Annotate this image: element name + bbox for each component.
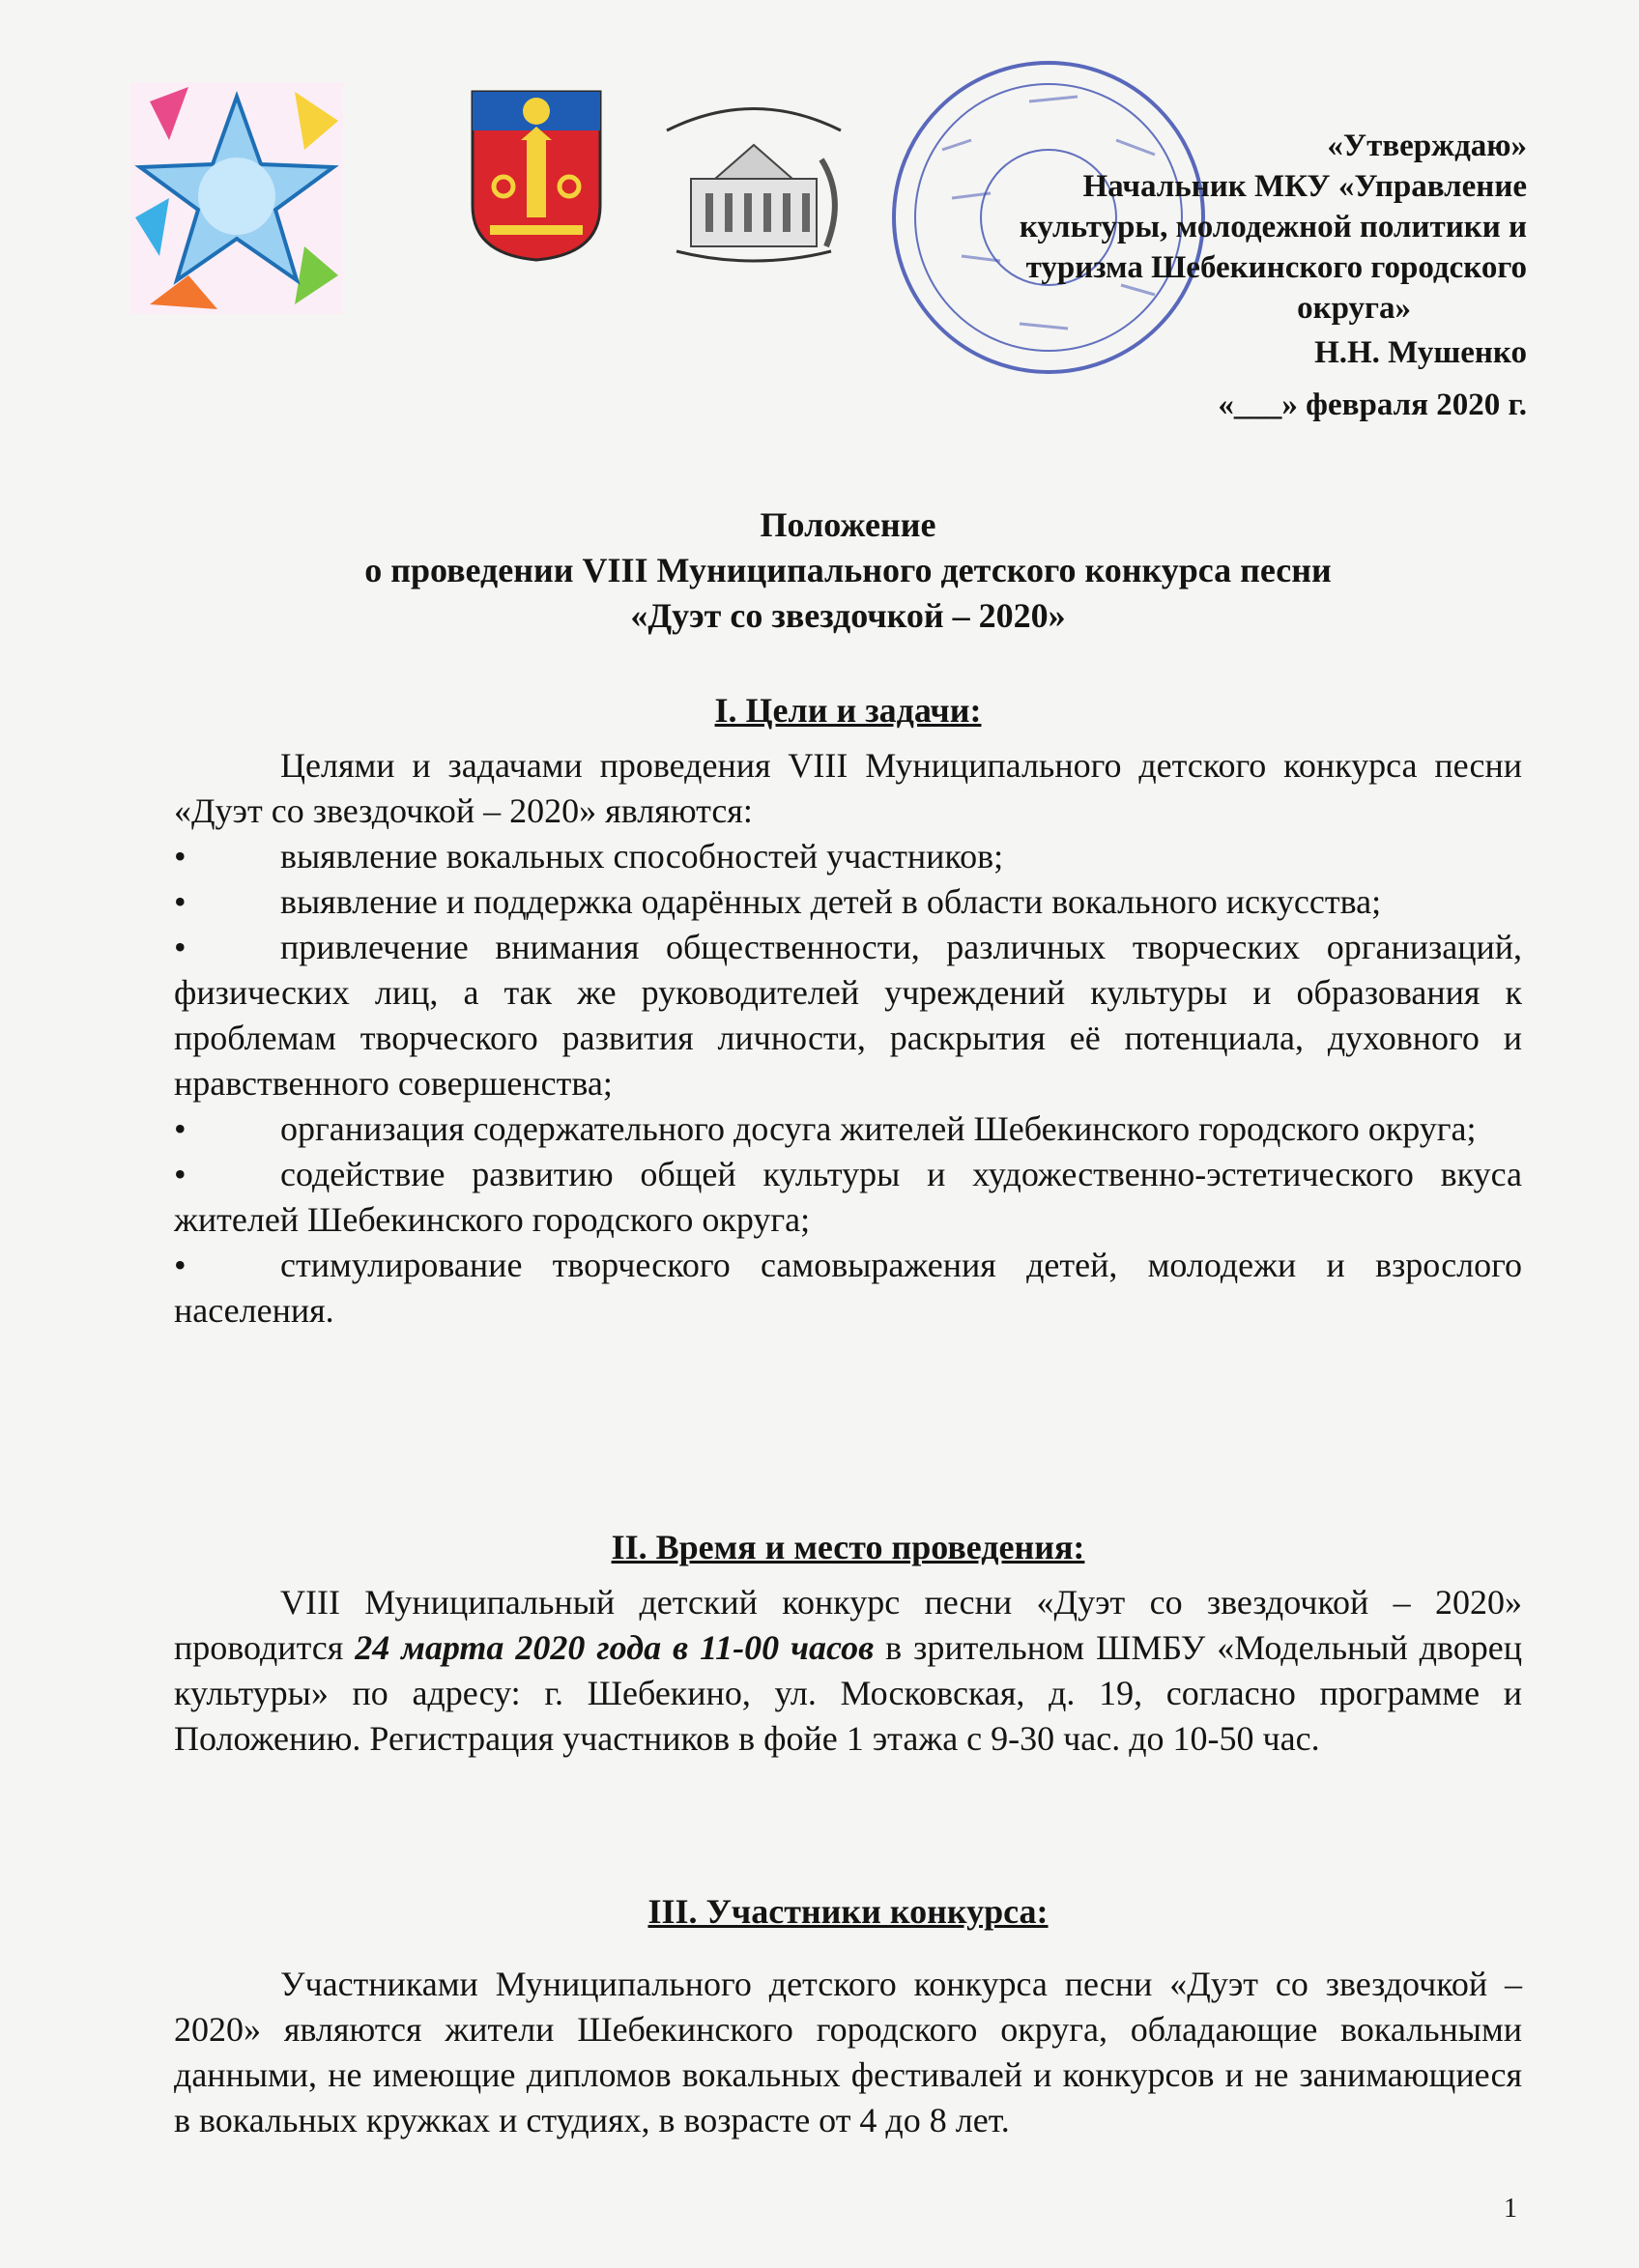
bullet-icon: • — [174, 1246, 187, 1284]
approval-date: «___» февраля 2020 г. — [1218, 388, 1527, 422]
event-date-time: 24 марта 2020 года в 11-00 часов — [355, 1628, 875, 1667]
approval-line-2: Начальник МКУ «Управление — [1082, 169, 1527, 204]
coat-of-arms-icon — [471, 90, 602, 262]
title-line-1: Положение — [760, 505, 936, 544]
section-participants — [174, 1889, 1522, 2143]
list-item — [174, 1106, 1522, 1152]
page-number: 1 — [1504, 2194, 1517, 2224]
section-heading: I. Цели и задачи: — [714, 691, 982, 730]
section-heading: III. Участники конкурса: — [647, 1892, 1049, 1931]
paragraph-text: VIII Муниципальный детский конкурс песни «Дуэт со звездочкой – 2020» проводится — [174, 1583, 1522, 1667]
list-item — [174, 925, 1522, 1106]
palace-logo-icon — [657, 101, 850, 266]
list-item-text: организация содержательного досуга жителей Шебекинского городского округа; — [280, 1109, 1477, 1148]
bullet-icon: • — [174, 1109, 187, 1148]
list-item-text: выявление вокальных способностей участников; — [280, 837, 1004, 876]
list-item-text: содействие развитию общей культуры и художественно-эстетического вкуса жителей Шебекинского городского округа; — [174, 1155, 1522, 1239]
bullet-icon: • — [174, 882, 187, 921]
goals-list — [174, 834, 1522, 1334]
section-paragraph — [174, 1580, 1522, 1762]
section-time-place — [174, 1525, 1522, 1762]
list-item — [174, 834, 1522, 879]
document-title — [174, 502, 1522, 639]
bullet-icon: • — [174, 837, 187, 876]
section-goals — [174, 688, 1522, 1334]
list-item — [174, 1152, 1522, 1243]
approval-signatory: Н.Н. Мушенко — [1314, 335, 1527, 370]
duet-star-logo-icon — [130, 82, 343, 314]
approval-line-1: «Утверждаю» — [1327, 129, 1527, 163]
approval-line-4: туризма Шебекинского городского — [1025, 250, 1527, 285]
list-item-text: привлечение внимания общественности, различных творческих организаций, физических лиц, а так же руководителей учреждений культуры и образования к проблемам творческого развития личности, раскрытия её потенциала, духовного и нравственного совершенства; — [174, 928, 1522, 1103]
bullet-icon: • — [174, 928, 187, 966]
list-item-text: стимулирование творческого самовыражения детей, молодежи и взрослого населения. — [174, 1246, 1522, 1330]
section-paragraph: Участниками Муниципального детского конкурса песни «Дуэт со звездочкой – 2020» являются жители Шебекинского городского округа, обладающие вокальными данными, не имеющие дипломов вокальных фестивалей и конкурсов и не занимающиеся в вокальных кружках и студиях, в возрасте от 4 до 8 лет. — [174, 1965, 1522, 2139]
title-line-3: «Дуэт со звездочкой – 2020» — [630, 596, 1066, 635]
approval-line-5: округа» — [1297, 291, 1411, 326]
list-item-text: выявление и поддержка одарённых детей в области вокального искусства; — [280, 882, 1382, 921]
list-item — [174, 1243, 1522, 1334]
section-paragraph: Целями и задачами проведения VIII Муниципального детского конкурса песни «Дуэт со звездочкой – 2020» являются: — [174, 746, 1522, 830]
section-heading: II. Время и место проведения: — [611, 1528, 1085, 1566]
title-line-2: о проведении VIII Муниципального детского конкурса песни — [364, 551, 1332, 589]
approval-line-3: культуры, молодежной политики и — [1019, 210, 1527, 244]
list-item — [174, 879, 1522, 925]
approval-block — [966, 126, 1527, 425]
paragraph-text: в зрительном ШМБУ «Модельный дворец культуры» по адресу: г. Шебекино, ул. Московская, д. 19, согласно программе и Положению. Регистрация участников в фойе 1 этажа с 9-30 час. до 10-50 час. — [174, 1628, 1522, 1758]
bullet-icon: • — [174, 1155, 187, 1193]
